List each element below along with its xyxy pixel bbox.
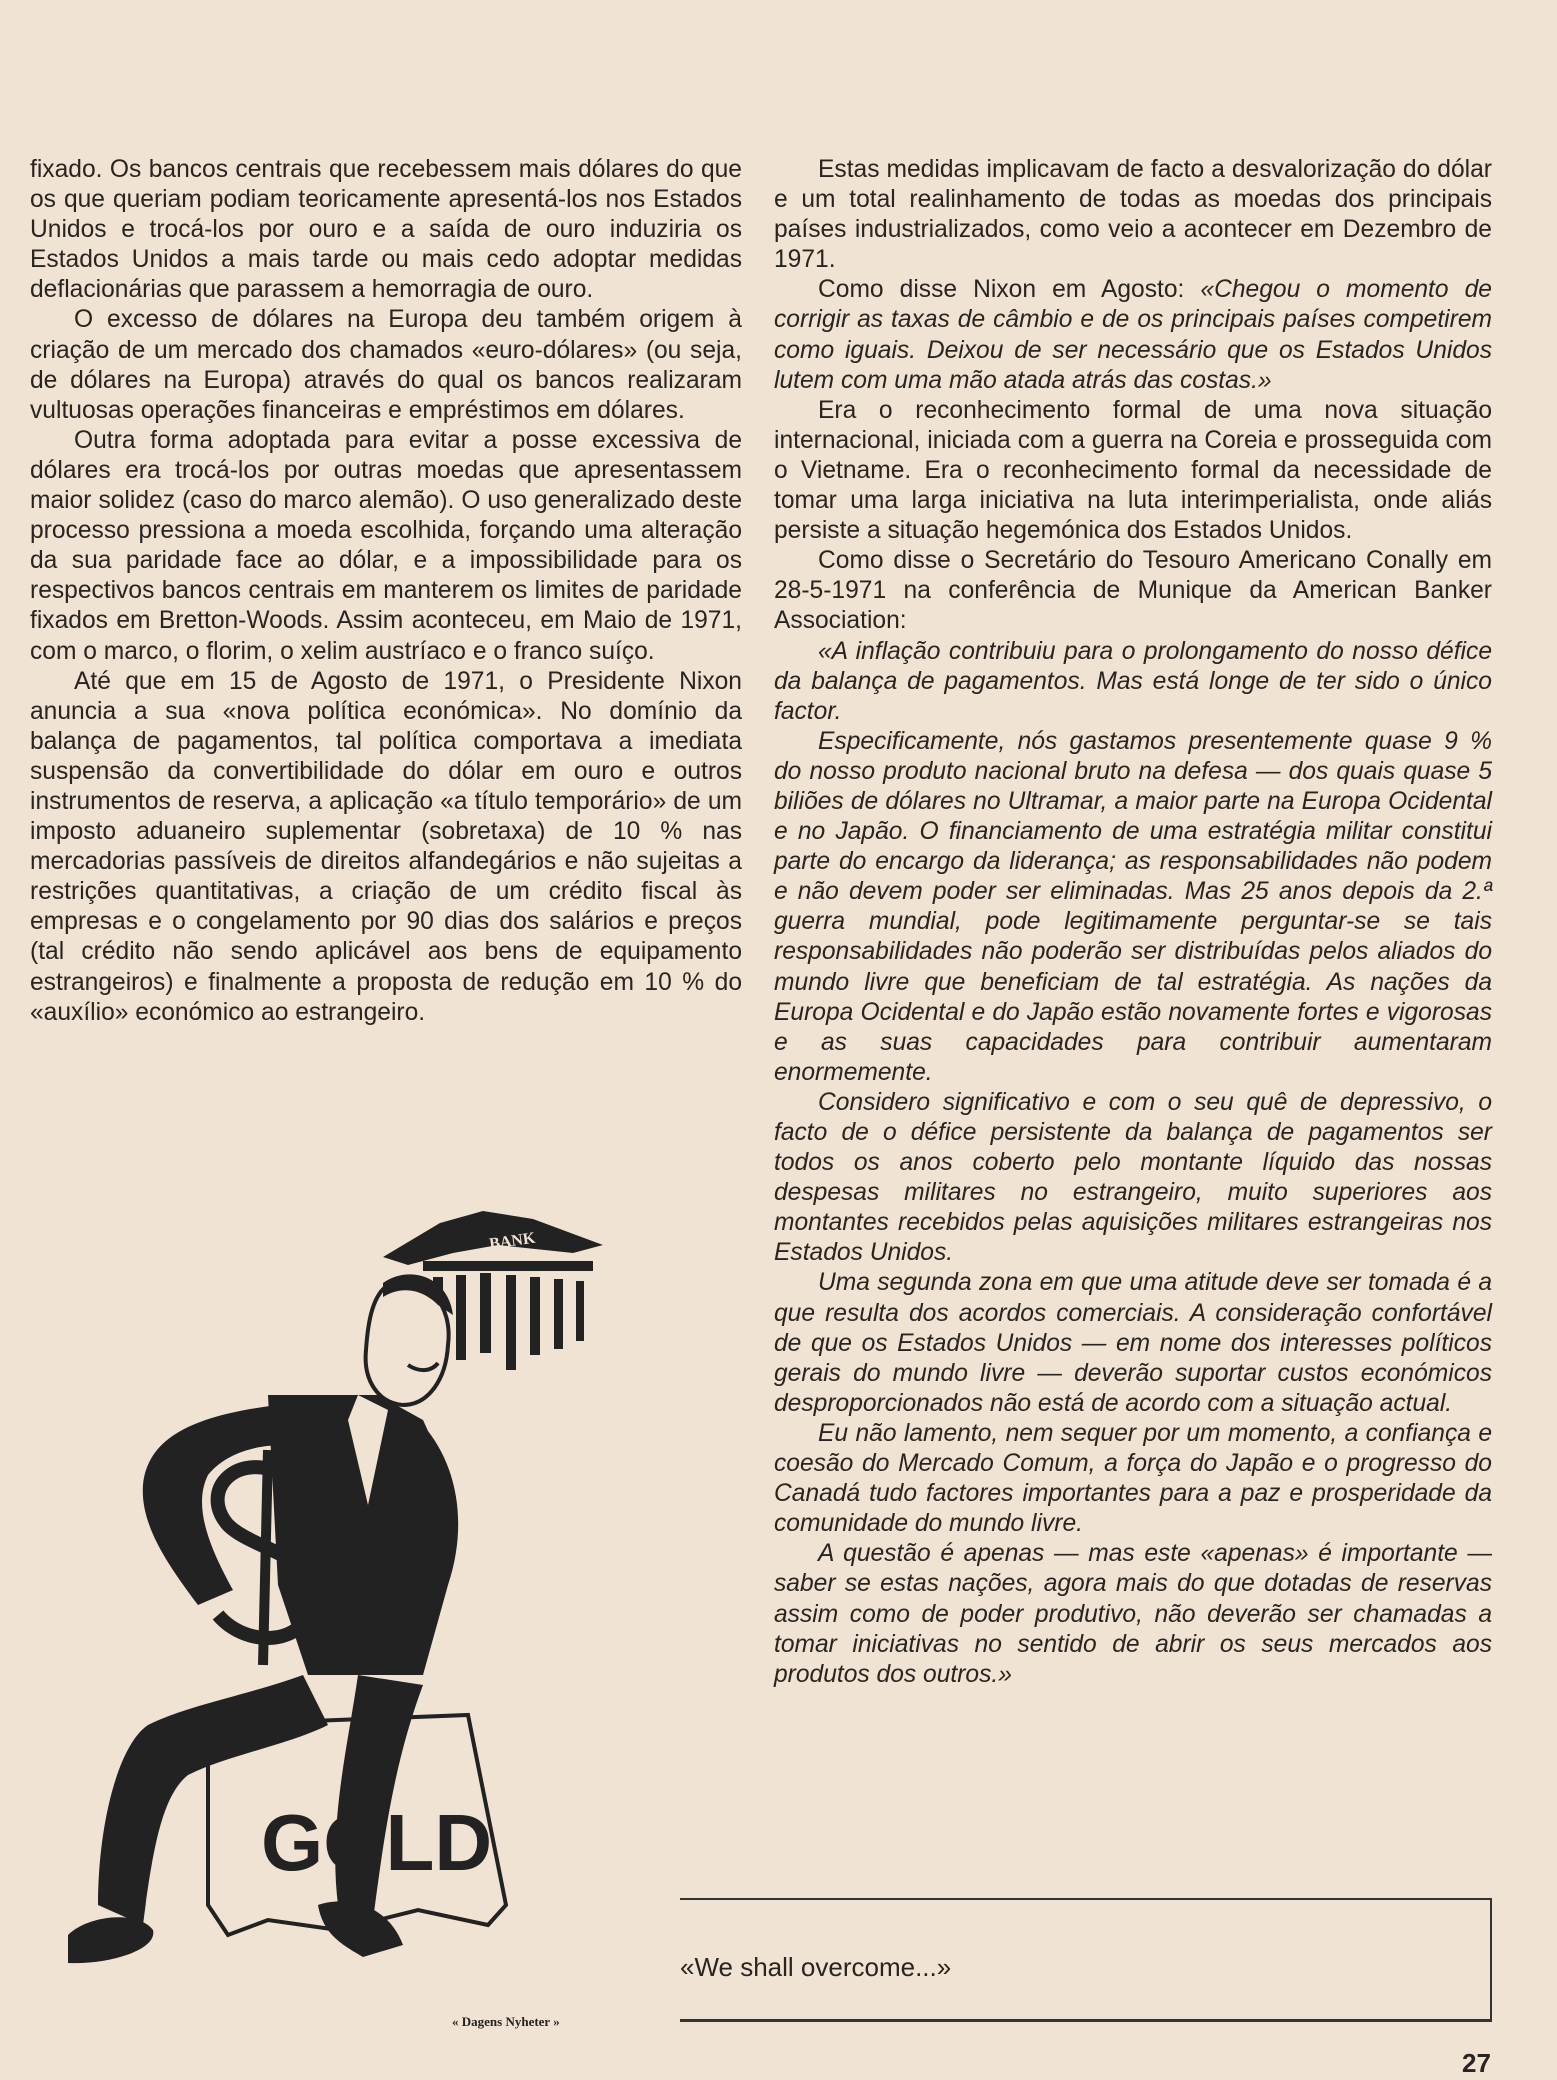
cartoon-credit: « Dagens Nyheter » xyxy=(452,2014,560,2029)
paragraph xyxy=(774,275,1492,395)
right-column xyxy=(774,155,1492,1690)
paragraph: O excesso de dólares na Europa deu também origem à criação de um mercado dos chamados «euro-dólares» (ou seja, de dólares na Europa) através do qual os bancos realizaram vultuosas operações financeiras e empréstimos em dólares. xyxy=(30,306,742,424)
quote-paragraph: A questão é apenas — mas este «apenas» é importante — saber se estas nações, agora mais do que dotadas de reservas assim como de poder produtivo, não deverão ser chamadas a tomar iniciativas no sentido de abrir os seus mercados aos produtos dos outros.» xyxy=(774,1540,1492,1688)
cartoon-illustration xyxy=(28,1205,628,2003)
paragraph: fixado. Os bancos centrais que recebessem mais dólares do que os que queriam podiam teoricamente apresentá-los nos Estados Unidos e trocá-los por ouro e a saída de ouro induziria os Estados Unidos a mais tarde ou mais cedo adoptar medidas deflacionárias que parassem a hemorragia de ouro. xyxy=(30,156,742,304)
paragraph: Era o reconhecimento formal de uma nova situação internacional, iniciada com a guerra na Coreia e prosseguida com o Vietname. Era o reconhecimento formal da necessidade de tomar uma larga iniciativa na luta interimperialista, onde aliás persiste a situação hegemónica dos Estados Unidos. xyxy=(774,396,1492,545)
caption-rule-right xyxy=(1490,1898,1492,2022)
quote-paragraph: Uma segunda zona em que uma atitude deve ser tomada é a que resulta dos acordos comerciais. A consideração confortável de que os Estados Unidos — em nome dos interesses políticos gerais do mundo livre — deverão suportar custos económicos desproporcionados não está de acordo com a situação actual. xyxy=(774,1269,1492,1417)
quote-paragraph: Eu não lamento, nem sequer por um momento, a confiança e coesão do Mercado Comum, a força do Japão e o progresso do Canadá tudo factores importantes para a paz e prosperidade da comunidade do mundo livre. xyxy=(774,1419,1492,1538)
caption-rule-top xyxy=(680,1898,1492,1900)
caption-text: «We shall overcome...» xyxy=(680,1952,952,1982)
dollar-sign: $ xyxy=(28,1205,29,1206)
nixon-intro: Como disse Nixon em Agosto: xyxy=(818,276,1201,304)
left-column xyxy=(30,155,742,1028)
bank-label: BANK xyxy=(488,1229,537,1253)
paragraph: Outra forma adoptada para evitar a posse excessiva de dólares era trocá-los por outras moedas que apresentassem maior solidez (caso do marco alemão). O uso generalizado deste processo pressiona a moeda escolhida, forçando uma alteração da sua paridade face ao dólar, e a impossibilidade para os respectivos bancos centrais em manterem os limites de paridade fixados em Bretton-Woods. Assim aconteceu, em Maio de 1971, com o marco, o florim, o xelim austríaco e o franco suíço. xyxy=(30,426,742,665)
caption-rule-bottom xyxy=(680,2019,1492,2022)
page-number: 27 xyxy=(1462,2048,1491,2078)
quote-paragraph: «A inflação contribuiu para o prolongamento do nosso défice da balança de pagamentos. Mas está longe de ter sido o único factor. xyxy=(774,637,1492,725)
quote-paragraph: Considero significativo e com o seu quê de depressivo, o facto de o défice persistente da balança de pagamentos ser todos os anos coberto pelo montante líquido das nossas despesas militares no estrangeiro, muito superiores aos montantes recebidos pelas aquisições militares estrangeiras nos Estados Unidos. xyxy=(774,1088,1492,1267)
paragraph: Como disse o Secretário do Tesouro Americano Conally em 28-5-1971 na conferência de Munique da American Banker Association: xyxy=(774,547,1492,635)
quote-paragraph: Especificamente, nós gastamos presentemente quase 9 % do nosso produto nacional bruto na defesa — dos quais quase 5 biliões de dólares no Ultramar, a maior parte na Europa Ocidental e no Japão. O financiamento de uma estratégia militar constitui parte do encargo da liderança; as responsabilidades não podem e não devem poder ser eliminadas. Mas 25 anos depois da 2.ª guerra mundial, pode legitimamente perguntar-se se tais responsabilidades não poderão ser distribuídas pelos aliados do mundo livre que beneficiam de tal estratégia. As nações da Europa Ocidental e do Japão estão novamente fortes e vigorosas e as suas capacidades para contribuir aumentaram enormemente. xyxy=(774,727,1492,1086)
paragraph: Estas medidas implicavam de facto a desvalorização do dólar e um total realinhamento de todas as moedas dos principais países industrializados, como veio a acontecer em Dezembro de 1971. xyxy=(774,156,1492,274)
gold-label: GOLD xyxy=(261,1798,493,1887)
caption-box xyxy=(680,1898,1492,2022)
nixon-quote: «Chegou o momento de corrigir as taxas de câmbio e de os principais países competirem como iguais. Deixou de ser necessário que os Estados Unidos lutem com uma mão atada atrás das costas.» xyxy=(774,276,1492,394)
paragraph: Até que em 15 de Agosto de 1971, o Presidente Nixon anuncia a sua «nova política económica». No domínio da balança de pagamentos, tal política comportava a imediata suspensão da convertibilidade do dólar em ouro e outros instrumentos de reserva, a aplicação «a título temporário» de um imposto aduaneiro suplementar (sobretaxa) de 10 % nas mercadorias passíveis de direitos alfandegários e não sujeitas a restrições quantitativas, a criação de um crédito fiscal às empresas e o congelamento por 90 dias dos salários e preços (tal crédito não sendo aplicável aos bens de equipamento estrangeiros) e finalmente a proposta de redução em 10 % do «auxílio» económico ao estrangeiro. xyxy=(30,667,742,1026)
